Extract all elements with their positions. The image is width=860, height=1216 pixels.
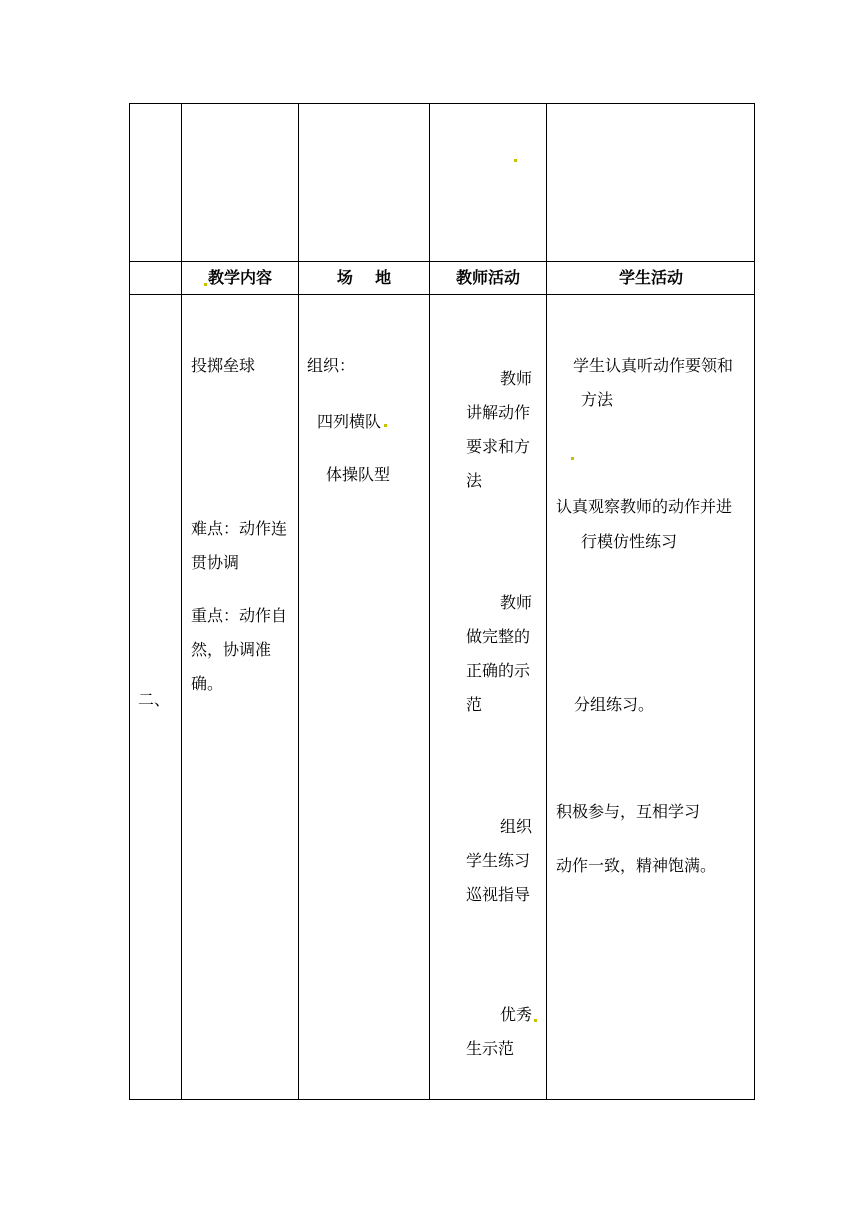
header-content: 教学内容 bbox=[207, 268, 272, 287]
col-divider-1 bbox=[181, 103, 182, 1100]
venue-organization: 组织： bbox=[307, 356, 356, 375]
teacher-explain-line-1: 教师 bbox=[500, 369, 533, 388]
student-listen-line-1: 学生认真听动作要领和 bbox=[573, 356, 734, 375]
student-spirit: 动作一致，精神饱满。 bbox=[556, 856, 717, 875]
decorative-dot bbox=[204, 283, 207, 286]
content-keypoint-line-1: 重点：动作自 bbox=[191, 606, 288, 625]
section-number: 二、 bbox=[138, 690, 171, 709]
teacher-organize-line-3: 巡视指导 bbox=[466, 885, 531, 904]
row-divider-header-top bbox=[129, 261, 755, 262]
venue-formation-2: 体操队型 bbox=[326, 465, 391, 484]
header-student: 学生活动 bbox=[618, 268, 683, 287]
student-group-practice: 分组练习。 bbox=[574, 695, 655, 714]
teacher-organize-line-1: 组织 bbox=[500, 817, 533, 836]
decorative-dot bbox=[514, 159, 517, 162]
student-observe-line-1: 认真观察教师的动作并进 bbox=[556, 497, 733, 516]
header-teacher: 教师活动 bbox=[455, 268, 520, 287]
venue-formation-1: 四列横队 bbox=[317, 412, 382, 431]
teacher-organize-line-2: 学生练习 bbox=[466, 851, 531, 870]
decorative-dot bbox=[384, 424, 387, 427]
teacher-demo-line-3: 正确的示 bbox=[466, 661, 531, 680]
col-divider-3 bbox=[429, 103, 430, 1100]
student-listen-line-2: 方法 bbox=[581, 390, 614, 409]
decorative-dot bbox=[571, 457, 574, 460]
content-keypoint-line-2: 然，协调准 bbox=[191, 640, 272, 659]
teacher-model-line-1: 优秀 bbox=[500, 1005, 533, 1024]
col-divider-2 bbox=[298, 103, 299, 1100]
teacher-model-line-2: 生示范 bbox=[466, 1039, 515, 1058]
teacher-explain-line-4: 法 bbox=[466, 471, 483, 490]
content-difficulty-line-2: 贯协调 bbox=[191, 553, 240, 572]
teacher-explain-line-2: 讲解动作 bbox=[466, 403, 531, 422]
decorative-dot bbox=[534, 1019, 537, 1022]
teacher-demo-line-2: 做完整的 bbox=[466, 627, 531, 646]
student-observe-line-2: 行模仿性练习 bbox=[581, 532, 678, 551]
content-difficulty-line-1: 难点：动作连 bbox=[191, 519, 288, 538]
teacher-demo-line-1: 教师 bbox=[500, 593, 533, 612]
content-topic: 投掷垒球 bbox=[191, 356, 256, 375]
student-participate: 积极参与，互相学习 bbox=[556, 802, 701, 821]
content-keypoint-line-3: 确。 bbox=[191, 674, 224, 693]
teacher-explain-line-3: 要求和方 bbox=[466, 437, 531, 456]
row-divider-header-bottom bbox=[129, 294, 755, 295]
col-divider-4 bbox=[546, 103, 547, 1100]
header-venue: 场 地 bbox=[336, 268, 392, 287]
teacher-demo-line-4: 范 bbox=[466, 695, 483, 714]
